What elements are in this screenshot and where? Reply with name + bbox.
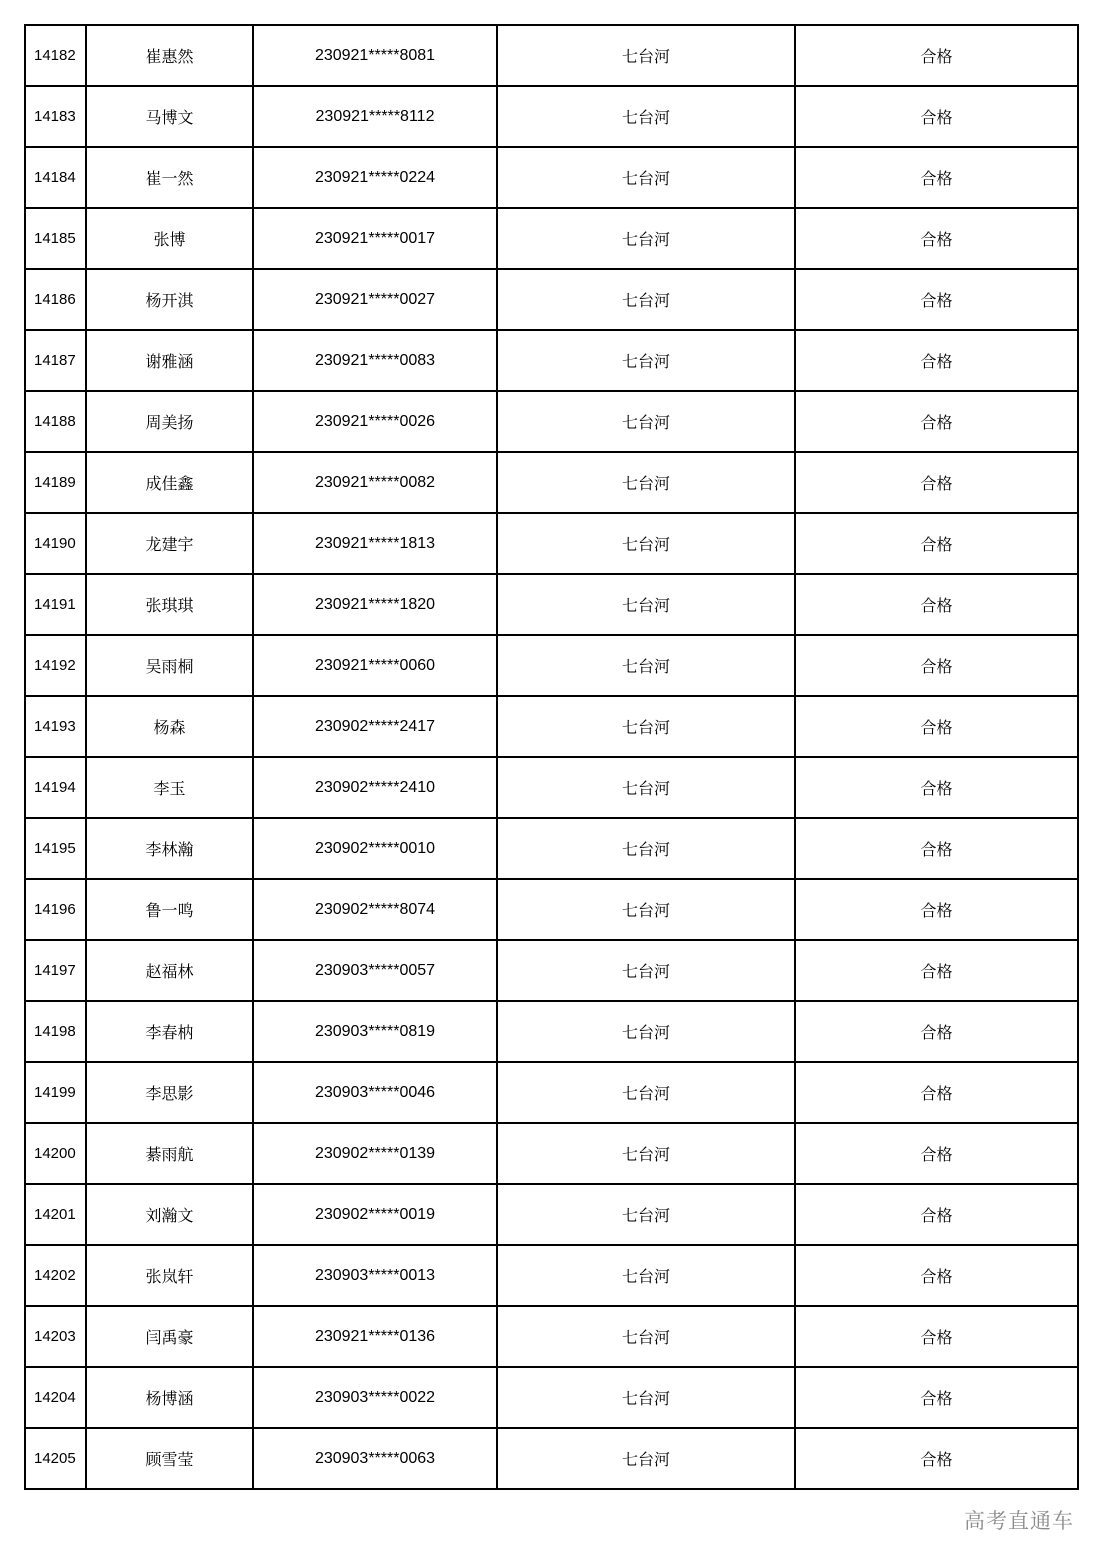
seq-number-cell: 14199: [25, 1062, 86, 1123]
result-cell: 合格: [795, 513, 1078, 574]
seq-number-cell: 14194: [25, 757, 86, 818]
candidate-name-cell: 顾雪莹: [86, 1428, 253, 1489]
table-row: [25, 818, 1078, 879]
region-cell: 七台河: [497, 25, 795, 86]
candidate-name-cell: 赵福林: [86, 940, 253, 1001]
id-number-cell: 230921*****1820: [253, 574, 497, 635]
seq-number-cell: 14189: [25, 452, 86, 513]
seq-number-cell: 14191: [25, 574, 86, 635]
table-row: [25, 1123, 1078, 1184]
table-row: [25, 452, 1078, 513]
table-row: [25, 879, 1078, 940]
result-cell: 合格: [795, 1306, 1078, 1367]
id-number-cell: 230921*****0026: [253, 391, 497, 452]
candidate-name-cell: 杨博涵: [86, 1367, 253, 1428]
seq-number-cell: 14183: [25, 86, 86, 147]
candidate-name-cell: 綦雨航: [86, 1123, 253, 1184]
candidate-name-cell: 马博文: [86, 86, 253, 147]
id-number-cell: 230921*****8081: [253, 25, 497, 86]
seq-number-cell: 14195: [25, 818, 86, 879]
table-row: [25, 147, 1078, 208]
region-cell: 七台河: [497, 1306, 795, 1367]
region-cell: 七台河: [497, 269, 795, 330]
id-number-cell: 230902*****2410: [253, 757, 497, 818]
table-row: [25, 269, 1078, 330]
seq-number-cell: 14196: [25, 879, 86, 940]
candidate-name-cell: 张琪琪: [86, 574, 253, 635]
candidate-name-cell: 李玉: [86, 757, 253, 818]
candidate-name-cell: 崔一然: [86, 147, 253, 208]
id-number-cell: 230903*****0022: [253, 1367, 497, 1428]
candidate-name-cell: 刘瀚文: [86, 1184, 253, 1245]
candidate-name-cell: 崔惠然: [86, 25, 253, 86]
id-number-cell: 230902*****8074: [253, 879, 497, 940]
table-row: [25, 574, 1078, 635]
result-cell: 合格: [795, 86, 1078, 147]
table-row: [25, 208, 1078, 269]
region-cell: 七台河: [497, 1428, 795, 1489]
region-cell: 七台河: [497, 574, 795, 635]
table-row: [25, 86, 1078, 147]
candidate-name-cell: 杨开淇: [86, 269, 253, 330]
results-table-body: [25, 25, 1078, 1489]
seq-number-cell: 14188: [25, 391, 86, 452]
table-row: [25, 1184, 1078, 1245]
candidate-name-cell: 张岚轩: [86, 1245, 253, 1306]
id-number-cell: 230921*****0082: [253, 452, 497, 513]
id-number-cell: 230921*****0027: [253, 269, 497, 330]
result-cell: 合格: [795, 269, 1078, 330]
id-number-cell: 230902*****2417: [253, 696, 497, 757]
seq-number-cell: 14184: [25, 147, 86, 208]
result-cell: 合格: [795, 452, 1078, 513]
table-row: [25, 1062, 1078, 1123]
seq-number-cell: 14185: [25, 208, 86, 269]
result-cell: 合格: [795, 696, 1078, 757]
region-cell: 七台河: [497, 1367, 795, 1428]
candidate-name-cell: 成佳鑫: [86, 452, 253, 513]
seq-number-cell: 14203: [25, 1306, 86, 1367]
result-cell: 合格: [795, 635, 1078, 696]
id-number-cell: 230921*****0017: [253, 208, 497, 269]
id-number-cell: 230921*****0136: [253, 1306, 497, 1367]
result-cell: 合格: [795, 879, 1078, 940]
watermark-text: 高考直通车: [962, 1505, 1076, 1535]
region-cell: 七台河: [497, 208, 795, 269]
table-row: [25, 1367, 1078, 1428]
region-cell: 七台河: [497, 147, 795, 208]
result-cell: 合格: [795, 1123, 1078, 1184]
seq-number-cell: 14205: [25, 1428, 86, 1489]
result-cell: 合格: [795, 940, 1078, 1001]
region-cell: 七台河: [497, 757, 795, 818]
candidate-name-cell: 李春枘: [86, 1001, 253, 1062]
seq-number-cell: 14204: [25, 1367, 86, 1428]
candidate-name-cell: 吴雨桐: [86, 635, 253, 696]
seq-number-cell: 14182: [25, 25, 86, 86]
seq-number-cell: 14197: [25, 940, 86, 1001]
candidate-name-cell: 鲁一鸣: [86, 879, 253, 940]
table-row: [25, 25, 1078, 86]
seq-number-cell: 14202: [25, 1245, 86, 1306]
region-cell: 七台河: [497, 391, 795, 452]
region-cell: 七台河: [497, 1001, 795, 1062]
result-cell: 合格: [795, 1184, 1078, 1245]
candidate-name-cell: 张博: [86, 208, 253, 269]
id-number-cell: 230921*****0083: [253, 330, 497, 391]
result-cell: 合格: [795, 1001, 1078, 1062]
result-cell: 合格: [795, 818, 1078, 879]
result-cell: 合格: [795, 25, 1078, 86]
candidate-name-cell: 周美扬: [86, 391, 253, 452]
region-cell: 七台河: [497, 879, 795, 940]
seq-number-cell: 14201: [25, 1184, 86, 1245]
id-number-cell: 230902*****0139: [253, 1123, 497, 1184]
candidate-name-cell: 杨森: [86, 696, 253, 757]
id-number-cell: 230903*****0819: [253, 1001, 497, 1062]
region-cell: 七台河: [497, 1062, 795, 1123]
id-number-cell: 230902*****0019: [253, 1184, 497, 1245]
region-cell: 七台河: [497, 635, 795, 696]
region-cell: 七台河: [497, 330, 795, 391]
candidate-name-cell: 李林瀚: [86, 818, 253, 879]
candidate-name-cell: 闫禹豪: [86, 1306, 253, 1367]
result-cell: 合格: [795, 1367, 1078, 1428]
result-cell: 合格: [795, 330, 1078, 391]
result-cell: 合格: [795, 757, 1078, 818]
table-row: [25, 391, 1078, 452]
table-row: [25, 330, 1078, 391]
region-cell: 七台河: [497, 1123, 795, 1184]
seq-number-cell: 14198: [25, 1001, 86, 1062]
region-cell: 七台河: [497, 1245, 795, 1306]
candidate-name-cell: 李思影: [86, 1062, 253, 1123]
candidate-name-cell: 谢雅涵: [86, 330, 253, 391]
region-cell: 七台河: [497, 696, 795, 757]
result-cell: 合格: [795, 1245, 1078, 1306]
region-cell: 七台河: [497, 818, 795, 879]
id-number-cell: 230903*****0013: [253, 1245, 497, 1306]
seq-number-cell: 14193: [25, 696, 86, 757]
candidate-name-cell: 龙建宇: [86, 513, 253, 574]
region-cell: 七台河: [497, 940, 795, 1001]
id-number-cell: 230903*****0057: [253, 940, 497, 1001]
table-row: [25, 1245, 1078, 1306]
seq-number-cell: 14190: [25, 513, 86, 574]
table-row: [25, 757, 1078, 818]
id-number-cell: 230921*****0224: [253, 147, 497, 208]
id-number-cell: 230921*****1813: [253, 513, 497, 574]
result-cell: 合格: [795, 574, 1078, 635]
table-row: [25, 1306, 1078, 1367]
results-table: [24, 24, 1079, 1490]
result-cell: 合格: [795, 391, 1078, 452]
table-row: [25, 696, 1078, 757]
region-cell: 七台河: [497, 513, 795, 574]
table-row: [25, 1428, 1078, 1489]
region-cell: 七台河: [497, 1184, 795, 1245]
seq-number-cell: 14192: [25, 635, 86, 696]
result-cell: 合格: [795, 147, 1078, 208]
table-row: [25, 513, 1078, 574]
id-number-cell: 230902*****0010: [253, 818, 497, 879]
id-number-cell: 230903*****0063: [253, 1428, 497, 1489]
seq-number-cell: 14187: [25, 330, 86, 391]
id-number-cell: 230921*****0060: [253, 635, 497, 696]
table-row: [25, 635, 1078, 696]
seq-number-cell: 14186: [25, 269, 86, 330]
table-row: [25, 940, 1078, 1001]
seq-number-cell: 14200: [25, 1123, 86, 1184]
result-cell: 合格: [795, 1062, 1078, 1123]
id-number-cell: 230921*****8112: [253, 86, 497, 147]
result-cell: 合格: [795, 1428, 1078, 1489]
id-number-cell: 230903*****0046: [253, 1062, 497, 1123]
result-cell: 合格: [795, 208, 1078, 269]
table-row: [25, 1001, 1078, 1062]
region-cell: 七台河: [497, 452, 795, 513]
region-cell: 七台河: [497, 86, 795, 147]
